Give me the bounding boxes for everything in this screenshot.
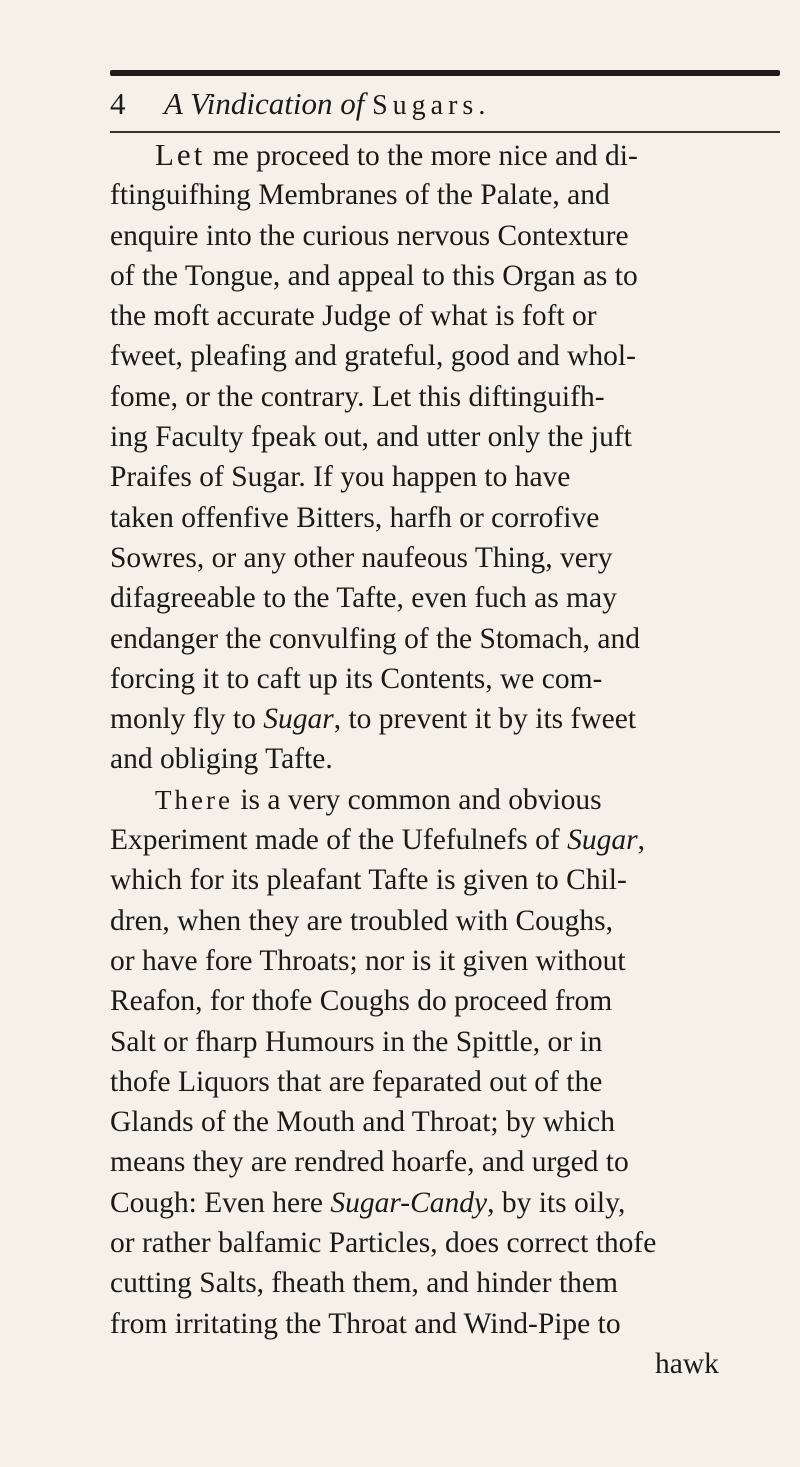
text-line: means they are rendred hoarfe, and urged to (110, 1146, 629, 1179)
text-line: Sowres, or any other naufeous Thing, very (110, 541, 613, 574)
text-line (110, 699, 790, 739)
text-line: endanger the convulfing of the Stomach, and (110, 622, 641, 655)
text-line: from irritating the Throat and Wind-Pipe to (110, 1307, 621, 1340)
text-line: enquire into the curious nervous Contexture (110, 219, 629, 252)
body-text (110, 135, 790, 1384)
running-title-of: of (340, 86, 365, 121)
text-line: and obliging Tafte. (110, 743, 333, 776)
text-line: of the Tongue, and appeal to this Organ as to (110, 259, 638, 292)
line-text: , to prevent it by its fweet (333, 703, 637, 736)
text-line (110, 1183, 790, 1223)
text-line: forcing it to caft up its Contents, we com- (110, 662, 603, 695)
text-line: difagreeable to the Tafte, even fuch as may (110, 582, 617, 615)
lead-word: There (155, 784, 233, 815)
catchword: hawk (655, 1347, 719, 1380)
text-line: or have fore Throats; nor is it given without (110, 944, 626, 977)
text-line: dren, when they are troubled with Coughs, (110, 904, 614, 937)
line-text: monly fly to (110, 703, 264, 736)
text-line: thofe Liquors that are feparated out of the (110, 1065, 603, 1098)
text-line: fome, or the contrary. Let this diftinguifh- (110, 380, 605, 413)
paragraph-2 (110, 780, 790, 1344)
text-line: which for its pleafant Tafte is given to Chil- (110, 864, 627, 897)
text-line (110, 780, 790, 820)
text-line: ing Faculty fpeak out, and utter only the juft (110, 421, 632, 454)
line-text: Cough: Even here (110, 1186, 331, 1219)
header-rule (110, 131, 780, 133)
text-line: the moft accurate Judge of what is foft or (110, 300, 597, 333)
italic-word: Sugar (567, 824, 638, 857)
italic-word: Sugar (263, 703, 334, 736)
italic-word: Sugar-Candy (330, 1186, 488, 1219)
line-text: Experiment made of the Ufefulnefs of (110, 824, 568, 857)
running-header (110, 86, 780, 126)
text-line: Reafon, for thofe Coughs do proceed from (110, 985, 613, 1018)
paragraph-1 (110, 135, 790, 780)
text-line: taken offenfive Bitters, harfh or corrofive (110, 501, 600, 534)
text-line: Glands of the Mouth and Throat; by which (110, 1106, 615, 1139)
lead-word: Let (155, 137, 206, 172)
running-title-prefix: A Vindication (164, 86, 333, 121)
line-text: , by its oily, (487, 1186, 626, 1219)
top-rule (110, 70, 780, 76)
text-line: or rather balfamic Particles, does correct thofe (110, 1227, 657, 1260)
text-line (110, 820, 790, 860)
running-title (164, 86, 490, 122)
text-line (110, 135, 790, 175)
text-line: Salt or fharp Humours in the Spittle, or in (110, 1025, 603, 1058)
line-text: is a very common and obvious (232, 783, 602, 816)
line-text: me proceed to the more nice and di- (205, 140, 638, 172)
line-text: , (637, 824, 645, 857)
text-line: ftinguifhing Membranes of the Palate, and (110, 179, 610, 212)
page-number: 4 (110, 86, 126, 121)
running-title-subject: Sugars. (372, 90, 491, 121)
text-line: fweet, pleafing and grateful, good and whol- (110, 340, 636, 373)
text-line: cutting Salts, fheath them, and hinder them (110, 1267, 618, 1300)
text-line: Praifes of Sugar. If you happen to have (110, 461, 571, 494)
